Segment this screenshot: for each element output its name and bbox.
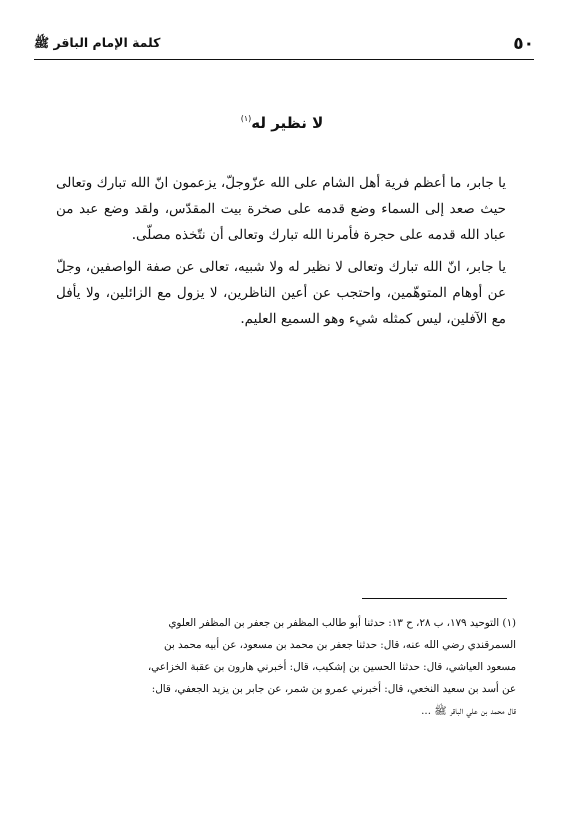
footnote-line: قال محمد بن علي الباقر ﷺ ... xyxy=(421,705,516,717)
body-text xyxy=(56,170,506,332)
running-header xyxy=(34,34,534,54)
running-title: كلمة الإمام الباقر ﷺ xyxy=(34,35,161,50)
header-divider xyxy=(34,59,534,60)
section-heading xyxy=(0,114,564,132)
page-number: ٥٠ xyxy=(513,34,534,54)
footnote-reference: (١) xyxy=(240,114,252,123)
footnote-line: عن أسد بن سعيد النخعي، قال: أخبرني عمرو بن شمر، عن جابر بن يزيد الجعفي، قال: xyxy=(151,683,516,695)
footnote-line: السمرقندي رضي الله عنه، قال: حدثنا جعفر بن محمد بن مسعود، عن أبيه محمد بن xyxy=(164,639,516,651)
footnote xyxy=(40,612,516,722)
footnote-line: مسعود العياشي، قال: حدثنا الحسين بن إشكيب، قال: أخبرني هارون بن عقبة الخزاعي، xyxy=(147,661,516,673)
footnote-divider xyxy=(362,598,507,599)
paragraph: يا جابر، ما أعظم فرية أهل الشام على الله عزّوجلّ، يزعمون انّ الله تبارك وتعالى حيث صعد إلى السماء وضع قدمه على صخرة بيت المقدّس، ولقد وضع عبد من عباد الله قدمه على حجرة فأمرنا الله تبارك وتعالى أن نتّخذه مصلّى. xyxy=(56,175,506,243)
footnote-line: (١) التوحيد ١٧٩، ب ٢٨، ح ١٣: حدثنا أبو طالب المظفر بن جعفر بن المظفر العلوي xyxy=(168,617,516,629)
section-title: لا نظير له xyxy=(251,114,324,132)
paragraph: يا جابر، انّ الله تبارك وتعالى لا نظير له ولا شبيه، تعالى عن صفة الواصفين، وجلّ عن أوهام المتوهّمين، واحتجب عن أعين الناظرين، لا يزول مع الزائلين، ولا يأفل مع الآفلين، ليس كمثله شيء وهو السميع العليم. xyxy=(56,259,506,327)
